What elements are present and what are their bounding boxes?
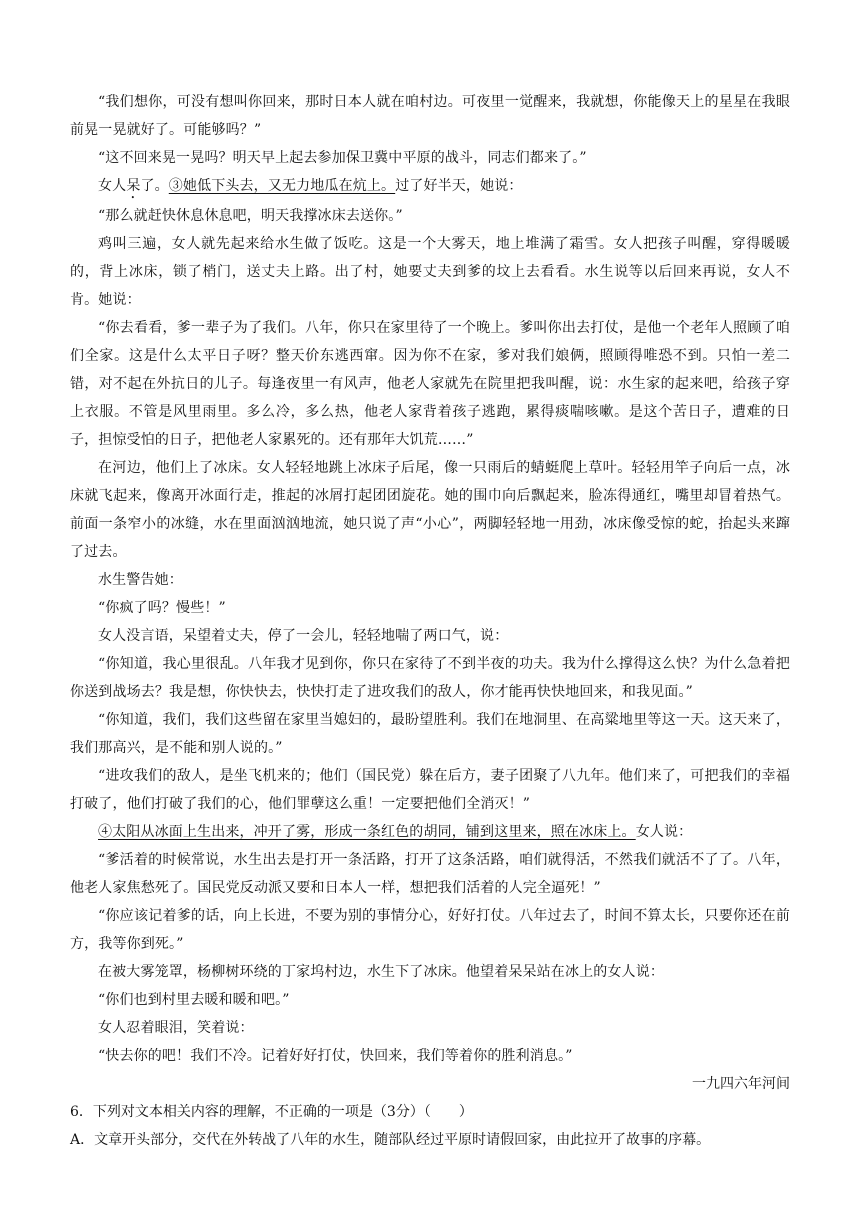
paragraph-3-end: 过了好半天，她说： [395, 178, 523, 194]
paragraph-13: “进攻我们的敌人，是坐飞机来的；他们（国民党）躲在后方，妻子团聚了八九年。他们来了，可把我们的幸福打破了，他们打破了我们的心，他们罪孽这么重！一定要把他们全消灭！” [70, 768, 790, 812]
paragraph-3 [70, 172, 790, 202]
paragraph-14-end: 女人说： [635, 824, 693, 840]
paragraph-12: “你知道，我们，我们这些留在家里当媳妇的，最盼望胜利。我们在地洞里、在高粱地里等这一天。这天来了，我们那高兴，是不能和别人说的。” [70, 712, 790, 756]
paragraph-9: “你疯了吗？慢些！” [98, 600, 226, 616]
underlined-sentence-4: ④太阳从冰面上生出来，冲开了雾，形成一条红色的胡同，铺到这里来，照在冰床上。 [98, 824, 636, 840]
paragraph-10: 女人没言语，呆望着丈夫，停了一会儿，轻轻地喘了两口气，说： [98, 628, 509, 644]
paragraph-11: “你知道，我心里很乱。八年我才见到你，你只在家待了不到半夜的功夫。我为什么撑得这么快？为什么急着把你送到战场去？我是想，你快快去，快快打走了进攻我们的敌人，你才能再快快地回来，和我见面。” [70, 656, 790, 700]
paragraph-14 [70, 818, 790, 846]
paragraph-8: 水生警告她： [98, 572, 183, 588]
story-signoff: 一九四六年河间 [692, 1076, 790, 1092]
paragraph-2: “这不回来晃一晃吗？明天早上起去参加保卫冀中平原的战斗，同志们都来了。” [98, 150, 587, 166]
paragraph-6: “你去看看，爹一辈子为了我们。八年，你只在家里待了一个晚上。爹叫你出去打仗，是他一个老年人照顾了咱们全家。这是什么太平日子呀？整天价东逃西窜。因为你不在家，爹对我们娘俩，照顾得唯恐不到。只怕一差二错，对不起在外抗日的儿子。每逢夜里一有风声，他老人家就先在院里把我叫醒，说：水生家的起来吧，给孩子穿上衣服。不管是风里雨里。多么冷，多么热，他老人家背着孩子逃跑，累得痰喘咳嗽。是这个苦日子，遭难的日子，担惊受怕的日子，把他老人家累死的。还有那年大饥荒……” [70, 320, 790, 448]
paragraph-20: “快去你的吧！我们不冷。记着好好打仗，快回来，我们等着你的胜利消息。” [98, 1048, 573, 1064]
paragraph-5: 鸡叫三遍，女人就先起来给水生做了饭吃。这是一个大雾天，地上堆满了霜雪。女人把孩子叫醒，穿得暖暖的，背上冰床，锁了梢门，送丈夫上路。出了村，她要丈夫到爹的坟上去看看。水生说等以后回来再说，女人不肯。她说： [70, 236, 790, 308]
paragraph-18: “你们也到村里去暖和暖和吧。” [98, 992, 290, 1008]
underlined-sentence-3: ③她低下头去，又无力地瓜在炕上。 [168, 178, 396, 194]
paragraph-7: 在河边，他们上了冰床。女人轻轻地跳上冰床子后尾，像一只雨后的蜻蜓爬上草叶。轻轻用竿子向后一点，冰床就飞起来，像离开冰面行走，推起的冰屑打起团团旋花。她的围巾向后飘起来，脸冻得通红，嘴里却冒着热气。前面一条窄小的冰缝，水在里面汹汹地流，她只说了声“小心”，两脚轻轻地一用劲，冰床像受惊的蛇，抬起头来蹿了过去。 [70, 460, 790, 560]
emphasized-character: 呆 [126, 178, 141, 194]
question-6-stem: 6．下列对文本相关内容的理解，不正确的一项是（3分）（ ） [70, 1104, 473, 1120]
paragraph-3-start: 女人 [98, 178, 127, 194]
question-6-option-a: A．文章开头部分，交代在外转战了八年的水生，随部队经过平原时请假回家，由此拉开了故事的序幕。 [70, 1132, 711, 1148]
reading-passage [70, 88, 790, 1154]
paragraph-4: “那么就赶快休息休息吧，明天我撑冰床去送你。” [98, 208, 403, 224]
paragraph-1: “我们想你，可没有想叫你回来，那时日本人就在咱村边。可夜里一觉醒来，我就想，你能像天上的星星在我眼前晃一晃就好了。可能够吗？” [70, 94, 790, 138]
paragraph-16: “你应该记着爹的话，向上长进，不要为别的事情分心，好好打仗。八年过去了，时间不算太长，只要你还在前方，我等你到死。” [70, 908, 790, 952]
paragraph-19: 女人忍着眼泪，笑着说： [98, 1020, 254, 1036]
paragraph-17: 在被大雾笼罩，杨柳树环绕的丁家坞村边，水生下了冰床。他望着呆呆站在冰上的女人说： [98, 964, 664, 980]
paragraph-3-mid: 了。 [140, 178, 169, 194]
paragraph-15: “爹活着的时候常说，水生出去是打开一条活路，打开了这条活路，咱们就得活，不然我们就活不了了。八年，他老人家焦愁死了。国民党反动派又要和日本人一样，想把我们活着的人完全逼死！” [70, 852, 790, 896]
